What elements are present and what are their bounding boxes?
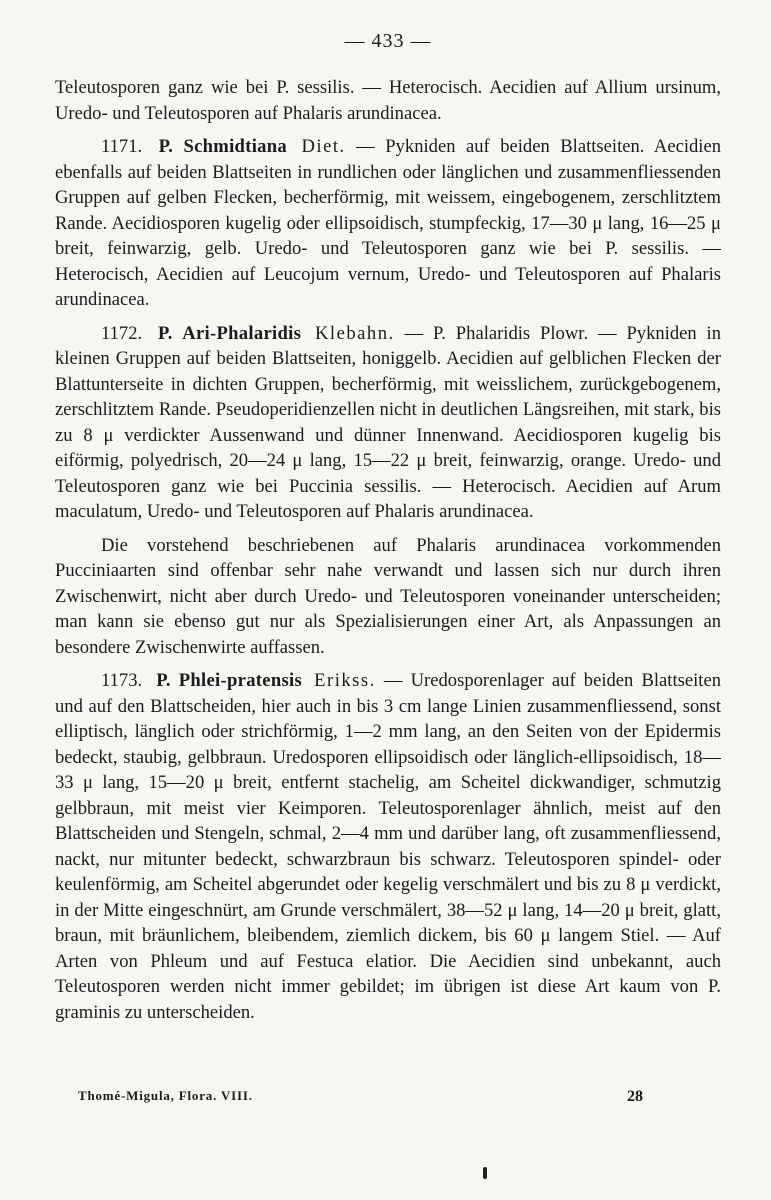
entry-number: 1172. [101,322,143,344]
species-entry-1172 [55,321,721,525]
entry-description: — Pykniden auf beiden Blattseiten. Aecidien ebenfalls auf beiden Blattseiten in rundlichen oder länglichen und zusammenfliessenden Gruppen auf gelben Flecken, becherförmig, mit weissem, eingebogenem, zerschlitztem Rande. Aecidiosporen kugelig oder ellipsoidisch, stumpfeckig, 17—30 μ lang, 16—25 μ breit, feinwarzig, gelb. Uredo- und Teleutosporen ganz wie bei P. sessilis. — Heterocisch, Aecidien auf Leucojum vernum, Uredo- und Teleutosporen auf Phalaris arundinacea. [55,136,722,310]
signature-mark: 28 [627,1088,643,1105]
author-citation: Diet. [301,136,346,157]
species-entry-1171 [55,134,721,313]
genus-abbrev: P. [158,136,173,157]
entry-number: 1173. [101,670,143,691]
species-entry-1173 [55,668,721,1025]
page-footer [78,1088,643,1106]
paragraph-remark: Die vorstehend beschriebenen auf Phalaris arundinacea vorkommenden Pucciniaarten sind offenbar sehr nahe verwandt und lassen sich nur durch ihren Zwischenwirt, nicht aber durch Uredo- und Teleutosporen voneinander unterscheiden; man kann sie ebenso gut nur als Spezialisierungen einer Art, als Anpassungen an besondere Zwischenwirte auffassen. [55,534,721,658]
paragraph-continuation: Teleutosporen ganz wie bei P. sessilis. — Heterocisch. Aecidien auf Allium ursinum, Uredo- und Teleutosporen auf Phalaris arundinacea. [55,77,721,124]
print-speck [483,1167,487,1179]
entry-description: — Uredosporenlager auf beiden Blattseiten und auf den Blattscheiden, hier auch in bis 3 cm lange Linien zusammenfliessend, sonst elliptisch, länglich oder strichförmig, 1—2 mm lang, an den Seiten von der Epidermis bedeckt, staubig, gelbbraun. Uredosporen ellipsoidisch oder länglich-ellipsoidisch, 18—33 μ lang, 15—20 μ breit, entfernt stachelig, am Scheitel dickwandiger, schmutzig gelbbraun, mit meist vier Keimporen. Teleutosporenlager ähnlich, meist auf den Blattscheiden und Stengeln, schmal, 2—4 mm und darüber lang, oft zusammenfliessend, nackt, nur mitunter bedeckt, schwarzbraun bis schwarz. Teleutosporen spindel- oder keulenförmig, am Scheitel abgerundet oder kegelig verschmälert und bis zu 8 μ verdickt, in der Mitte eingeschnürt, am Grunde verschmälert, 38—52 μ lang, 14—20 μ breit, glatt, braun, mit bräunlichem, bleibendem, ziemlich dickem, bis 60 μ langem Stiel. — Auf Arten von Phleum und auf Festuca elatior. Die Aecidien sind unbekannt, auch Teleutosporen werden nicht immer gebildet; im übrigen ist diese Art kaum von P. graminis zu unterscheiden. [55,670,721,1023]
genus-abbrev: P. [156,670,171,691]
entry-number: 1171. [101,136,143,157]
entry-description: — P. Phalaridis Plowr. — Pykniden in kleinen Gruppen auf beiden Blattseiten, honiggelb. Aecidien auf gelblichen Flecken der Blattunterseite in dichten Gruppen, becherförmig, mit weisslichem, zurückgebogenem, zerschlitztem Rande. Pseudoperidienzellen nicht in deutlichen Längsreihen, mit stark, bis zu 8 μ verdickter Aussenwand und dünner Innenwand. Aecidiosporen kugelig bis eiförmig, polyedrisch, 20—24 μ lang, 15—22 μ breit, feinwarzig, orange. Uredo- und Teleutosporen ganz wie bei Puccinia sessilis. — Heterocisch. Aecidien auf Arum maculatum, Uredo- und Teleutosporen auf Phalaris arundinacea. [55,322,722,522]
author-citation: Erikss. [314,670,376,691]
page-body [55,75,721,1025]
genus-abbrev: P. [158,322,173,344]
species-name: Schmidtiana [183,136,287,157]
footer-source: Thomé-Migula, Flora. VIII. [78,1088,253,1103]
species-name: Phlei-pratensis [178,670,303,691]
page-number: — 433 — [344,30,432,52]
species-name: Ari-Phalaridis [182,322,302,344]
author-citation: Klebahn. [315,322,395,344]
